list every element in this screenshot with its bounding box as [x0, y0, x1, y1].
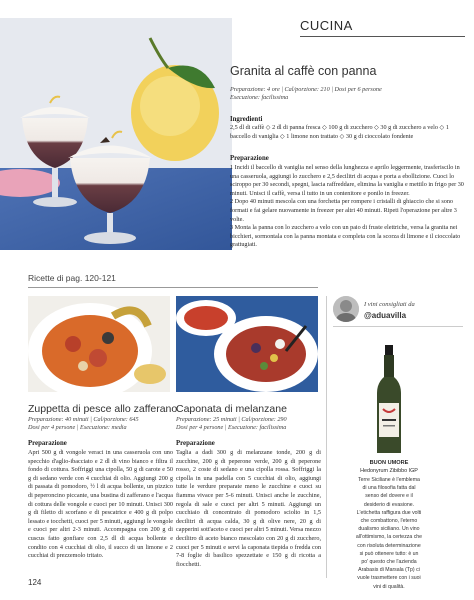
granita-ingredients: 2,5 dl di caffè ◇ 2 dl di panna fresca ◇ 100 g di zucchero ◇ 30 g di zucchero a velo ◇ 1 baccello di vaniglia ◇ 1 limone non trattato ◇ 30 g di cioccolato fondente: [230, 124, 449, 140]
caponata-meta-line2: Dosi per 4 persone | Esecuzione: facilissima: [176, 424, 287, 431]
caponata-title: Caponata di melanzane: [176, 403, 287, 415]
caponata-photo: [176, 296, 318, 392]
wine-desc-line: desiderio di evasione.: [363, 501, 415, 508]
recipe-page-reference: Ricette di pag. 120-121: [28, 273, 116, 283]
granita-difficulty: Esecuzione: facilissima: [230, 94, 289, 101]
section-divider: [300, 36, 465, 37]
wine-subtitle: Hedonyrum Zibibbo IGP: [360, 468, 418, 474]
granita-meta: [230, 86, 466, 102]
wine-desc-line: L'etichetta raffigura due volti: [356, 509, 422, 516]
wine-description: [330, 476, 448, 591]
wine-name: BUON UMORE: [369, 460, 409, 466]
granita-step: 3 Monta la panna con lo zucchero a velo con un paio di fruste elettriche, versa la granita nei bicchieri, sormontala con la panna montata e completa con la scorza di limone e il cioccolato grattugiati.: [230, 224, 461, 249]
wine-author-handle: @aduavilla: [364, 311, 407, 320]
wine-desc-line: di una filosofia fatta dal: [362, 485, 416, 492]
granita-title: Granita al caffè con panna: [230, 64, 377, 78]
wine-desc-line: all'ottimismo, la certezza che: [355, 534, 423, 541]
wine-bottle-image: [369, 345, 409, 455]
wine-desc-line: dualismo siciliano. Un vino: [358, 526, 420, 533]
wine-desc-line: Terre Siciliane è l'emblema: [358, 477, 420, 483]
caponata-prep-heading: Preparazione: [176, 440, 215, 447]
zuppetta-prep: Apri 500 g di vongole veraci in una casseruola con uno specchio d'aglio-ibacciato e 2 dl di vino bianco e filtra il fondo di cottura. Soffriggi una cipolla, 50 g di carote e 50 g di sedano verde con 4 cucchiai di olio. Aggiungi 200 g di passata di pomodoro, ½ l di acqua bollente, un pizzico di peperoncino piccante, una bustina di zafferano e l'acqua di cottura delle vongole e cuoci per 10 minuti. Unisci 300 g di filetto di scorfano e di pescatrice e 400 g di polpo lessato e tocchetti, cuoci per 5 minuti, aggiungi le vongole e cuoci per altri 2-3 minuti. Accompagna con 200 g di cuscus fatto gonfiare con 2,5 dl di acqua bollente e condito con 4 cucchiai di olio, il succo di un limone e 2 cucchiai di prezzemolo tritato.: [28, 449, 173, 560]
granita-photo: [0, 18, 232, 250]
wine-desc-line: Arabasis di Marsala (Tp) ci: [358, 567, 420, 574]
caponata-prep: Taglia a dadi 300 g di melanzane tonde, 200 g di zucchine, 200 g di peperone verde, 200 g di peperone rosso, 2 coste di sedano e una cipolla rossa. Soffriggi la cipolla in una padella con 5 cucchiai di olio, aggiungi tutte le verdure preparate meno le zucchine e cuoci su fiamma vivace per 5-6 minuti. Unisci anche le zucchine, regola di sale e cuoci per altri 5 minuti. Aggiungi un cucchiaio di concentrato di pomodoro sciolto in 1,5 decilitri di acqua calda, 30 g di olive nere, 20 g di capperini sott'aceto e cuoci per altri 5 minuti. Versa mezzo decilitro di aceto bianco mescolato con 20 g di zucchero, cuoci per 5 minuti e servi la caponata tiepida o fredda con 7-8 foglie di basilico spezzettate e 150 g di ricotta a fiocchetti.: [176, 449, 321, 568]
granita-prep: [230, 164, 464, 250]
caponata-meta-line: Preparazione: 25 minuti | Cal/porzione: 290: [176, 416, 287, 423]
wine-desc-line: si può ottenere tutto: è un: [359, 550, 419, 557]
caponata-meta: [176, 416, 321, 432]
zuppetta-meta: [28, 416, 173, 432]
zuppetta-title: Zuppetta di pesce allo zafferano: [28, 403, 178, 415]
wine-heading: I vini consigliati da: [364, 301, 415, 308]
wine-desc-line: senso del dovere e il: [365, 493, 413, 500]
granita-prep-heading: Preparazione: [230, 155, 269, 162]
reference-divider: [28, 287, 318, 288]
granita-ingredients-heading: Ingredienti: [230, 116, 263, 123]
avatar: [333, 296, 359, 322]
section-title: CUCINA: [300, 18, 353, 33]
zuppetta-prep-heading: Preparazione: [28, 440, 67, 447]
wine-desc-line: vuole trasmettere con i suoi: [357, 575, 421, 582]
wine-desc-line: vini di qualità.: [373, 583, 405, 590]
wine-desc-line: po' questo che l'azienda: [361, 559, 417, 566]
granita-step: 2 Dopo 40 minuti mescola con una forchetta per rompere i cristalli di ghiaccio che si sono formati e fai gelare nuovamente in freezer per altri 40 minuti. Ripeti l'operazione per altre 3 volte.: [230, 198, 457, 223]
wine-desc-line: con risoluta determinazione: [357, 542, 421, 549]
granita-step: 1 Incidi il baccello di vaniglia nel senso della lunghezza e aprilo leggermente, trasferiscilo in una casseruola, aggiungi lo zucchero e 2,5 decilitri di acqua e porta a ebollizione. Cuoci lo sciroppo per 30 secondi, spegni, lascia raffreddare, elimina la vaniglia e mettilo in frigo per 30 minuti. Unisci il caffè, versa il tutto in un contenitore e ponilo in freezer.: [230, 164, 464, 197]
granita-meta-line: Preparazione: 4 ore | Cal/porzione: 210 | Dosi per 6 persone: [230, 86, 382, 93]
page-number: 124: [28, 578, 42, 587]
wine-divider: [333, 326, 463, 327]
wine-column-divider: [326, 296, 327, 578]
zuppetta-meta-line: Preparazione: 40 minuti | Cal/porzione: 645: [28, 416, 139, 423]
zuppetta-meta-line2: Dosi per 4 persone | Esecuzione: media: [28, 424, 127, 431]
zuppetta-photo: [28, 296, 170, 392]
wine-desc-line: che combattono, l'eterno: [360, 518, 418, 525]
